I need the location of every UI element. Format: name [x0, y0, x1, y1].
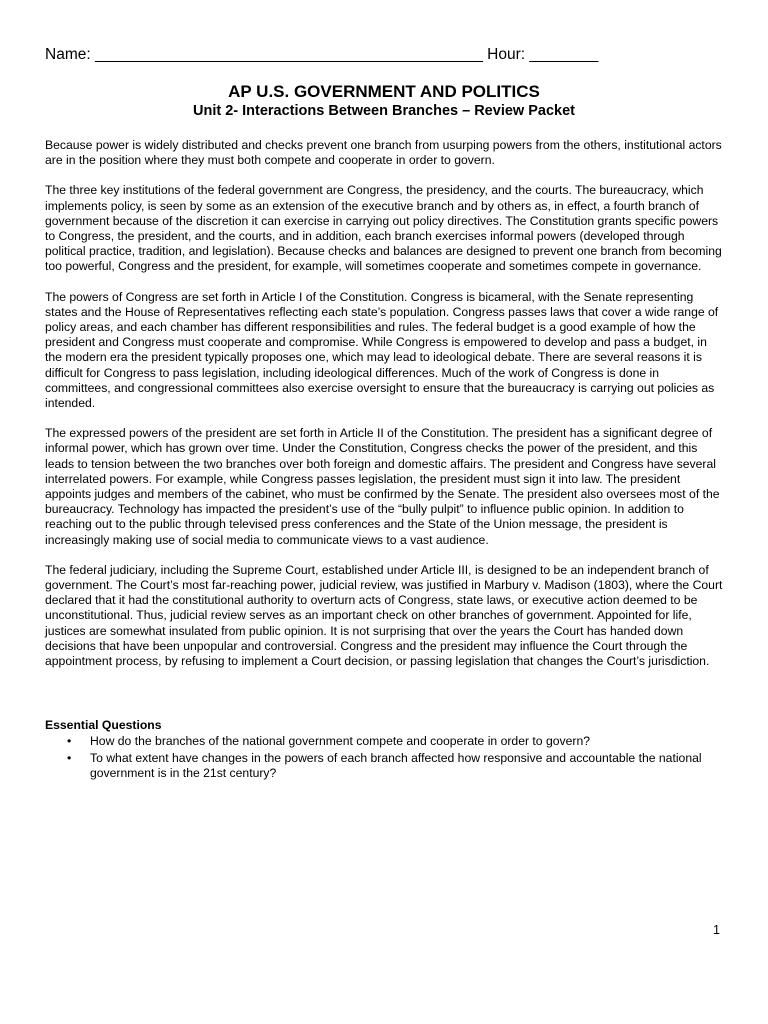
essential-questions-list [45, 734, 735, 784]
essential-questions-heading: Essential Questions [45, 718, 162, 732]
document-subtitle: Unit 2- Interactions Between Branches – Review Packet [193, 103, 575, 119]
bullet-icon: • [67, 734, 72, 748]
question-text: How do the branches of the national government compete and cooperate in order to govern? [90, 734, 591, 748]
name-hour-line: Name: _____________________________________________ Hour: ________ [45, 46, 599, 63]
paragraph-judiciary: The federal judiciary, including the Supreme Court, established under Article III, is designed to be an independent branch of government. The Court’s most far-reaching power, judicial review, was justified in Marbury v. Madison (1803), where the Court declared that it had the constitutional authority to overturn acts of Congress, state laws, or executive action deemed to be unconstitutional. Thus, judicial review serves as an important check on other branches of government. Appointed for life, justices are somewhat insulated from public opinion. It is not surprising that over the years the Court has handed down decisions that have been unpopular and controversial. Congress and the president may influence the Court through the appointment process, by refusing to implement a Court decision, or passing legislation that changes the Court’s jurisdiction. [45, 562, 723, 669]
page-number: 1 [713, 923, 720, 937]
body-text [45, 138, 725, 684]
bullet-icon: • [67, 751, 72, 766]
paragraph-intro: Because power is widely distributed and checks prevent one branch from usurping powers from the others, institutional actors are in the position where they must both compete and cooperate in order to govern. [45, 138, 722, 168]
list-item [45, 751, 735, 781]
paragraph-president: The expressed powers of the president are set forth in Article II of the Constitution. The president has a significant degree of informal power, which has grown over time. Under the Constitution, Congress checks the power of the president, and this leads to tension between the two branches over both foreign and domestic affairs. The president and Congress have several interrelated powers. For example, while Congress passes legislation, the president must sign it into law. The president appoints judges and members of the cabinet, who must be confirmed by the Senate. The president also oversees most of the bureaucracy. Technology has impacted the president’s use of the “bully pulpit” to influence public opinion. In addition to reaching out to the public through televised press conferences and the State of the Union message, the president is increasingly making use of social media to communicate views to a vast audience. [45, 426, 720, 547]
question-text: To what extent have changes in the powers of each branch affected how responsive and accountable the national government is in the 21st century? [90, 751, 702, 781]
paragraph-institutions: The three key institutions of the federal government are Congress, the presidency, and the courts. The bureaucracy, which implements policy, is seen by some as an extension of the executive branch and by others as, in effect, a fourth branch of government because of the discretion it can exercise in carrying out policy directives. The Constitution grants specific powers to Congress, the president, and the courts, and in addition, each branch exercises informal powers (developed through political practice, tradition, and legislation). Because checks and balances are designed to prevent one branch from becoming too powerful, Congress and the president, for example, will sometimes cooperate and sometimes compete in governance. [45, 183, 722, 274]
list-item [45, 734, 735, 749]
paragraph-congress: The powers of Congress are set forth in Article I of the Constitution. Congress is bicameral, with the Senate representing states and the House of Representatives reflecting each state’s population. Congress passes laws that cover a wide range of policy areas, and each chamber has different responsibilities and rules. The federal budget is a good example of how the president and Congress must cooperate and compromise. While Congress is empowered to develop and pass a budget, in the modern era the president typically proposes one, which may lead to ideological debate. There are several reasons it is difficult for Congress to pass legislation, including ideological differences. Much of the work of Congress is done in committees, and congressional committees also exercise oversight to ensure that the bureaucracy is carrying out policies as intended. [45, 289, 719, 411]
document-title: AP U.S. GOVERNMENT AND POLITICS [228, 82, 540, 101]
